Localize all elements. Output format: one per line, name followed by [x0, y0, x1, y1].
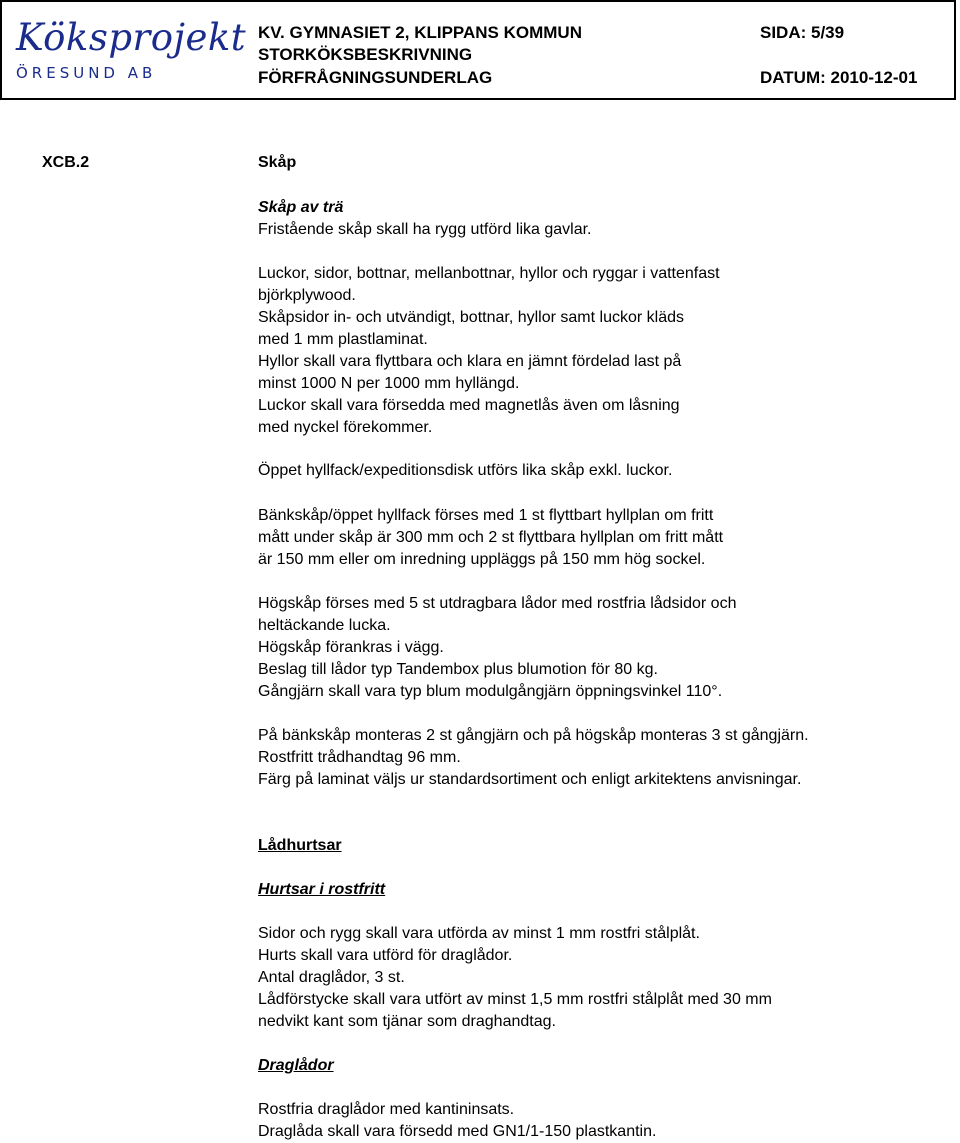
section-title: Skåp: [258, 154, 297, 171]
drawers-heading: Lådhurtsar: [258, 837, 342, 854]
paragraph-line: med 1 mm plastlaminat.: [258, 331, 428, 348]
paragraph-line: mått under skåp är 300 mm och 2 st flyttbara hyllplan om fritt mått: [258, 529, 724, 546]
section-code: XCB.2: [42, 154, 90, 171]
paragraph-line: Bänkskåp/öppet hyllfack förses med 1 st flyttbart hyllplan om fritt: [258, 507, 714, 524]
paragraph-line: Draglåda skall vara försedd med GN1/1-150 plastkantin.: [258, 1123, 657, 1140]
page-number: SIDA: 5/39: [760, 23, 845, 42]
paragraph-line: Öppet hyllfack/expeditionsdisk utförs lika skåp exkl. luckor.: [258, 462, 673, 479]
document-description: STORKÖKSBESKRIVNING: [258, 45, 473, 64]
paragraph-line: Rostfritt trådhandtag 96 mm.: [258, 749, 461, 766]
company-logo: [16, 16, 247, 86]
document-date: DATUM: 2010-12-01: [760, 68, 918, 87]
paragraph-line: björkplywood.: [258, 287, 356, 304]
paragraph-line: Hurts skall vara utförd för draglådor.: [258, 947, 513, 964]
paragraph-line: är 150 mm eller om inredning uppläggs på 150 mm hög sockel.: [258, 551, 706, 568]
paragraph-line: Hyllor skall vara flyttbara och klara en jämnt fördelad last på: [258, 353, 682, 370]
paragraph-line: På bänkskåp monteras 2 st gångjärn och på högskåp monteras 3 st gångjärn.: [258, 727, 809, 744]
paragraph-line: Beslag till lådor typ Tandembox plus blumotion för 80 kg.: [258, 661, 658, 678]
drawers-subheading: Hurtsar i rostfritt: [258, 881, 386, 898]
paragraph-line: Färg på laminat väljs ur standardsortiment och enligt arkitektens anvisningar.: [258, 771, 802, 788]
paragraph-line: Sidor och rygg skall vara utförda av minst 1 mm rostfri stålplåt.: [258, 925, 700, 942]
project-name: KV. GYMNASIET 2, KLIPPANS KOMMUN: [258, 23, 582, 42]
paragraph-line: heltäckande lucka.: [258, 617, 391, 634]
paragraph-line: Rostfria draglådor med kantininsats.: [258, 1101, 515, 1118]
paragraph-line: Luckor, sidor, bottnar, mellanbottnar, hyllor och ryggar i vattenfast: [258, 265, 720, 282]
paragraph-line: Högskåp förses med 5 st utdragbara lådor med rostfria lådsidor och: [258, 595, 737, 612]
paragraph-line: Skåpsidor in- och utvändigt, bottnar, hyllor samt luckor kläds: [258, 309, 684, 326]
document-type: FÖRFRÅGNINGSUNDERLAG: [258, 68, 493, 87]
paragraph-line: Fristående skåp skall ha rygg utförd lika gavlar.: [258, 221, 592, 238]
paragraph-line: Lådförstycke skall vara utfört av minst 1,5 mm rostfri stålplåt med 30 mm: [258, 991, 772, 1008]
logo-subtitle: ÖRESUND AB: [16, 64, 157, 82]
draglador-heading: Draglådor: [258, 1057, 334, 1074]
paragraph-line: Luckor skall vara försedda med magnetlås även om låsning: [258, 397, 680, 414]
paragraph-line: Högskåp förankras i vägg.: [258, 639, 444, 656]
section-subtitle: Skåp av trä: [258, 199, 344, 216]
paragraph-line: med nyckel förekommer.: [258, 419, 433, 436]
logo-wordmark: Köksprojekt: [16, 16, 247, 59]
paragraph-line: Gångjärn skall vara typ blum modulgångjärn öppningsvinkel 110°.: [258, 683, 723, 700]
paragraph-line: Antal draglådor, 3 st.: [258, 969, 405, 986]
paragraph-line: nedvikt kant som tjänar som draghandtag.: [258, 1013, 556, 1030]
paragraph-line: minst 1000 N per 1000 mm hyllängd.: [258, 375, 520, 392]
